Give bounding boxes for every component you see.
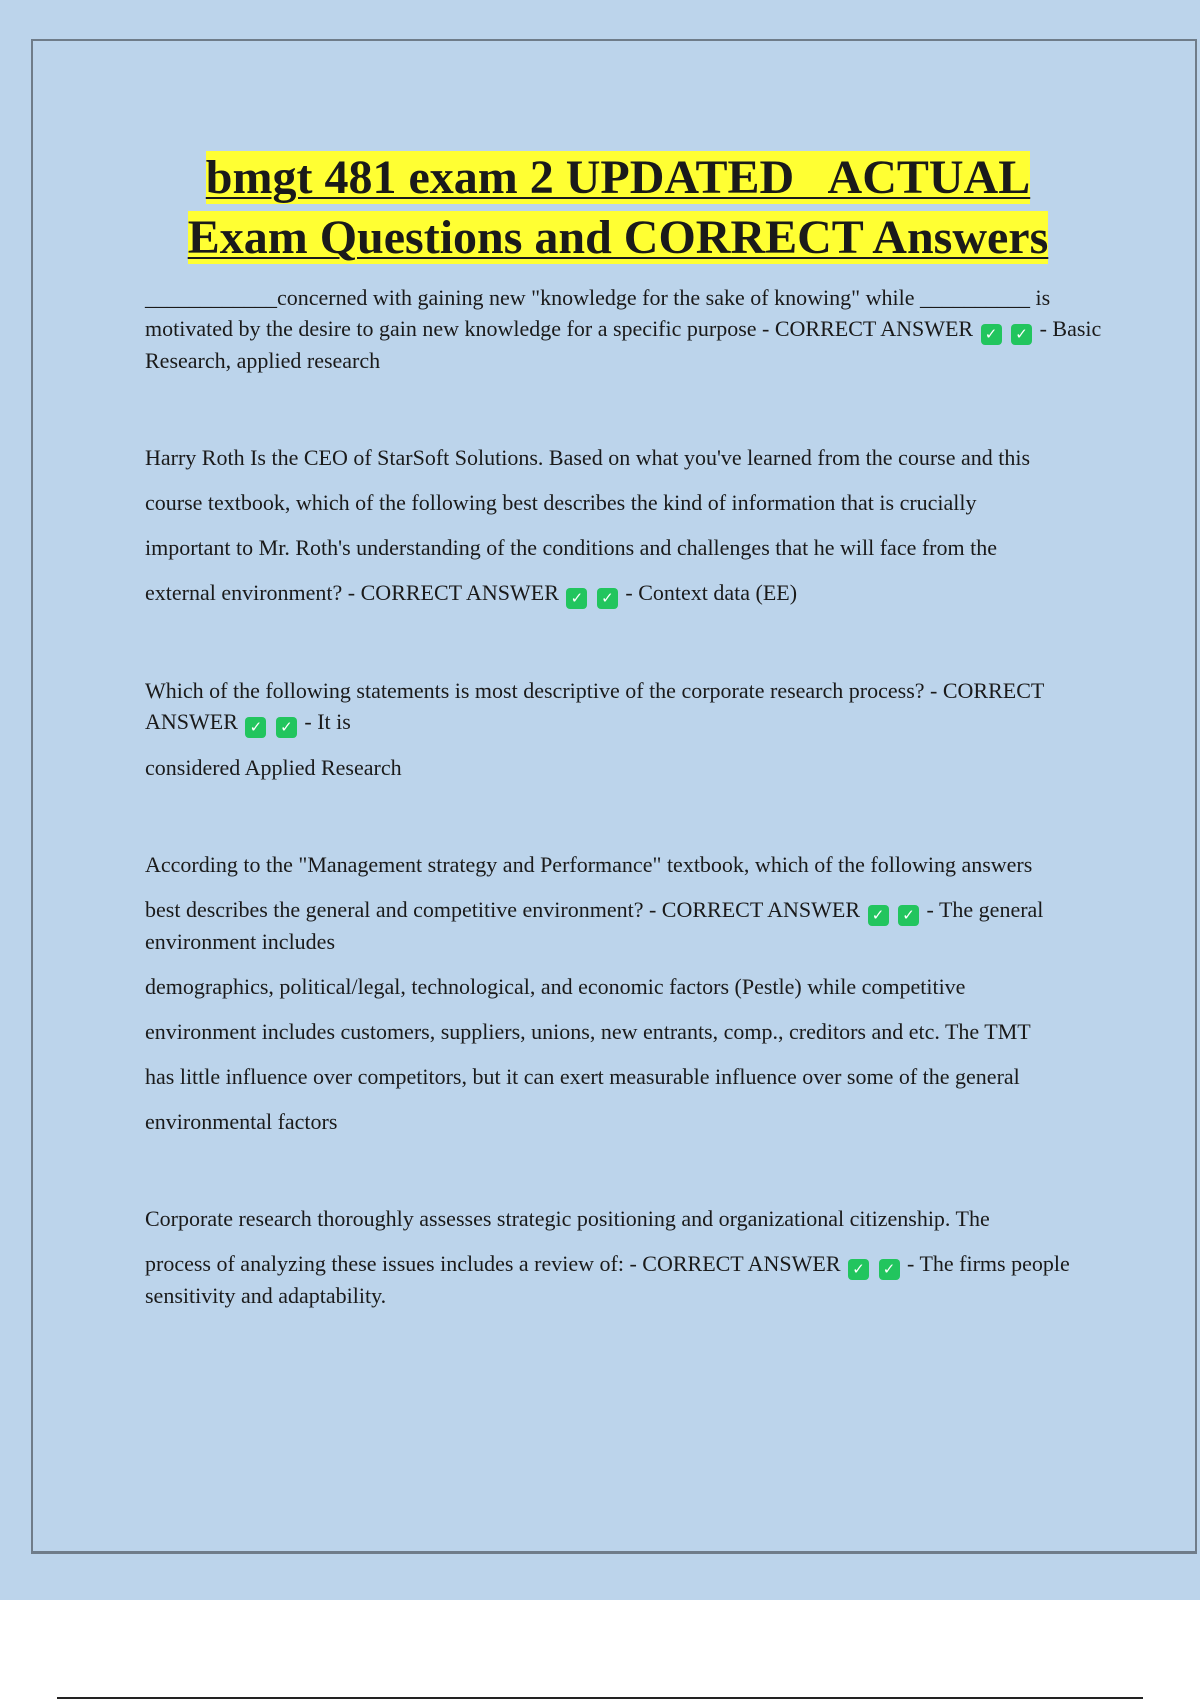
qa-text: best describes the general and competitive environment? - CORRECT ANSWER bbox=[145, 897, 861, 922]
qa-paragraph bbox=[145, 577, 1105, 609]
footer-rule bbox=[57, 1697, 1143, 1699]
qa-paragraph bbox=[145, 282, 1105, 376]
qa-text: environmental factors bbox=[145, 1109, 338, 1134]
qa-text: has little influence over competitors, but it can exert measurable influence over some of the general bbox=[145, 1064, 1020, 1089]
title-line-1: bmgt 481 exam 2 UPDATED ACTUAL bbox=[205, 151, 1031, 204]
qa-item bbox=[145, 282, 1105, 376]
check-mark-icon: ✓ bbox=[981, 324, 1002, 345]
check-mark-icon: ✓ bbox=[868, 905, 889, 926]
qa-paragraph bbox=[145, 1248, 1105, 1311]
qa-text: important to Mr. Roth's understanding of the conditions and challenges that he will face from the bbox=[145, 535, 997, 560]
qa-text: According to the "Management strategy and Performance" textbook, which of the following answers bbox=[145, 852, 1033, 877]
qa-list bbox=[145, 282, 1105, 1377]
qa-text: process of analyzing these issues includes a review of: - CORRECT ANSWER bbox=[145, 1251, 841, 1276]
check-mark-icon: ✓ bbox=[1011, 324, 1032, 345]
qa-item bbox=[145, 849, 1105, 1137]
qa-item bbox=[145, 442, 1105, 609]
check-mark-icon: ✓ bbox=[276, 717, 297, 738]
qa-paragraph bbox=[145, 1106, 1105, 1137]
check-mark-icon: ✓ bbox=[848, 1259, 869, 1280]
answer-text: - It is bbox=[304, 709, 351, 734]
answer-text: - Basic Research, applied research bbox=[145, 316, 1102, 373]
check-mark-icon: ✓ bbox=[245, 717, 266, 738]
qa-paragraph bbox=[145, 1061, 1105, 1092]
qa-text: Corporate research thoroughly assesses strategic positioning and organizational citizenship. The bbox=[145, 1206, 990, 1231]
title-line-2: Exam Questions and CORRECT Answers bbox=[187, 211, 1049, 264]
check-mark-icon: ✓ bbox=[566, 588, 587, 609]
qa-paragraph bbox=[145, 971, 1105, 1002]
qa-paragraph bbox=[145, 442, 1105, 473]
check-mark-icon: ✓ bbox=[879, 1259, 900, 1280]
qa-text: environment includes customers, suppliers, unions, new entrants, comp., creditors and etc. The TMT bbox=[145, 1019, 1031, 1044]
answer-text: - The general environment includes bbox=[145, 897, 1044, 954]
qa-text: Harry Roth Is the CEO of StarSoft Solutions. Based on what you've learned from the course and this bbox=[145, 445, 1031, 470]
qa-text: external environment? - CORRECT ANSWER bbox=[145, 580, 559, 605]
answer-text: - Context data (EE) bbox=[625, 580, 798, 605]
check-mark-icon: ✓ bbox=[898, 905, 919, 926]
qa-paragraph bbox=[145, 849, 1105, 880]
qa-text: demographics, political/legal, technological, and economic factors (Pestle) while competitive bbox=[145, 974, 966, 999]
qa-paragraph bbox=[145, 675, 1105, 738]
qa-paragraph bbox=[145, 1203, 1105, 1234]
answer-text: - The firms people sensitivity and adaptability. bbox=[145, 1251, 1070, 1308]
check-mark-icon: ✓ bbox=[597, 588, 618, 609]
qa-paragraph bbox=[145, 894, 1105, 957]
qa-text: ____________concerned with gaining new "knowledge for the sake of knowing" while __________ is motivated by the desire to gain new knowledge for a specific purpose - CORRECT ANSWER bbox=[145, 285, 1051, 341]
qa-item bbox=[145, 675, 1105, 783]
qa-text: course textbook, which of the following best describes the kind of information that is crucially bbox=[145, 490, 977, 515]
qa-paragraph bbox=[145, 1016, 1105, 1047]
qa-paragraph bbox=[145, 752, 1105, 783]
qa-text: Which of the following statements is most descriptive of the corporate research process? - CORRECT ANSWER bbox=[145, 678, 1044, 734]
document-title bbox=[0, 148, 1200, 268]
qa-paragraph bbox=[145, 487, 1105, 518]
qa-item bbox=[145, 1203, 1105, 1311]
qa-text: considered Applied Research bbox=[145, 755, 402, 780]
qa-paragraph bbox=[145, 532, 1105, 563]
